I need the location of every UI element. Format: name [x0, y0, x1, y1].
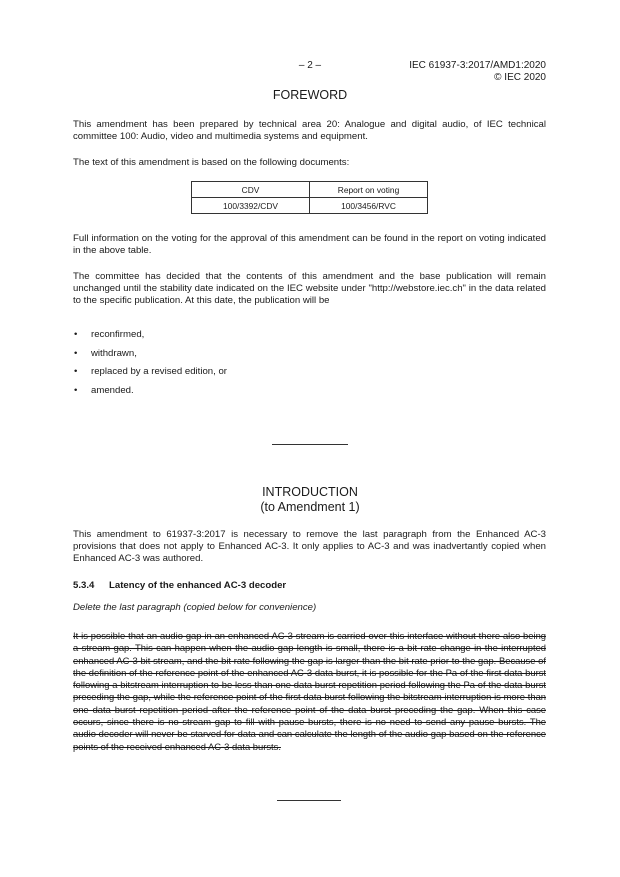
page-number: – 2 –: [298, 60, 322, 71]
introduction-title: INTRODUCTION: [262, 485, 358, 499]
foreword-stability: The committee has decided that the contents of this amendment and the base publication will remain unchanged until the stability date indicated on the IEC website under "http://webstore.iec.ch" in the data related to the specific publication. At this date, the publication will be: [73, 271, 546, 306]
voting-documents-table: [191, 181, 428, 214]
clause-title: Latency of the enhanced AC-3 decoder: [109, 580, 287, 591]
list-item: • withdrawn,: [73, 348, 227, 367]
foreword-based-on: The text of this amendment is based on the following documents:: [73, 157, 350, 168]
publication-outcome-list: [73, 329, 227, 403]
page-header-reference: [409, 60, 546, 84]
introduction-body: This amendment to 61937-3:2017 is necessary to remove the last paragraph from the Enhanced AC-3 provisions that does not apply to Enhanced AC-3. It only applies to AC-3 and was inadvertantly copied when Enhanced AC-3 was authored.: [73, 529, 546, 564]
deleted-paragraph: It is possible that an audio gap in an enhanced AC-3 stream is carried over this interface without there also being a stream gap. This can happen when the audio gap length is small, there is a bit rate change in the interrupted enhanced AC-3 bit stream, and the bit rate following the gap is larger than the bit rate prior to the gap. Because of the definition of the reference point of the enhanced AC-3 data burst, it is possible for the Pa of the first data burst following a bitstream interruption to be less than one data burst repetition period following the Pa of the data burst preceding the gap, while the reference point of the first data burst following the bitstream interruption is more than one data burst repetition period after the reference point of the data burst preceding the gap. When this case occurs, since there is no stream gap to fill with pause bursts, there is no need to send any pause bursts. The audio decoder will never be starved for data and can calculate the length of the audio gap based on the reference points of the received enhanced AC-3 data bursts.: [73, 630, 546, 752]
list-item: • replaced by a revised edition, or: [73, 366, 227, 385]
copyright-notice: © IEC 2020: [494, 72, 546, 83]
clause-number: 5.3.4: [73, 580, 95, 591]
end-divider: [277, 800, 341, 801]
standard-reference: IEC 61937-3:2017/AMD1:2020: [409, 60, 546, 71]
table-header-cell: CDV: [192, 182, 310, 198]
table-row: [192, 198, 428, 214]
table-cell: 100/3392/CDV: [192, 198, 310, 214]
table-header-row: [192, 182, 428, 198]
clause-heading: [73, 580, 286, 591]
list-item: • reconfirmed,: [73, 329, 227, 348]
foreword-voting-info: Full information on the voting for the approval of this amendment can be found in the report on voting indicated in the above table.: [73, 233, 546, 256]
foreword-prepared-by: This amendment has been prepared by technical area 20: Analogue and digital audio, of IEC technical committee 100: Audio, video and multimedia systems and equipment.: [73, 119, 546, 142]
foreword-title: FOREWORD: [272, 88, 348, 102]
introduction-heading: [0, 485, 620, 515]
list-item: • amended.: [73, 385, 227, 404]
section-divider: [272, 444, 348, 445]
introduction-subtitle: (to Amendment 1): [260, 500, 360, 514]
table-cell: 100/3456/RVC: [310, 198, 428, 214]
table-header-cell: Report on voting: [310, 182, 428, 198]
amendment-instruction: Delete the last paragraph (copied below for convenience): [73, 602, 317, 613]
